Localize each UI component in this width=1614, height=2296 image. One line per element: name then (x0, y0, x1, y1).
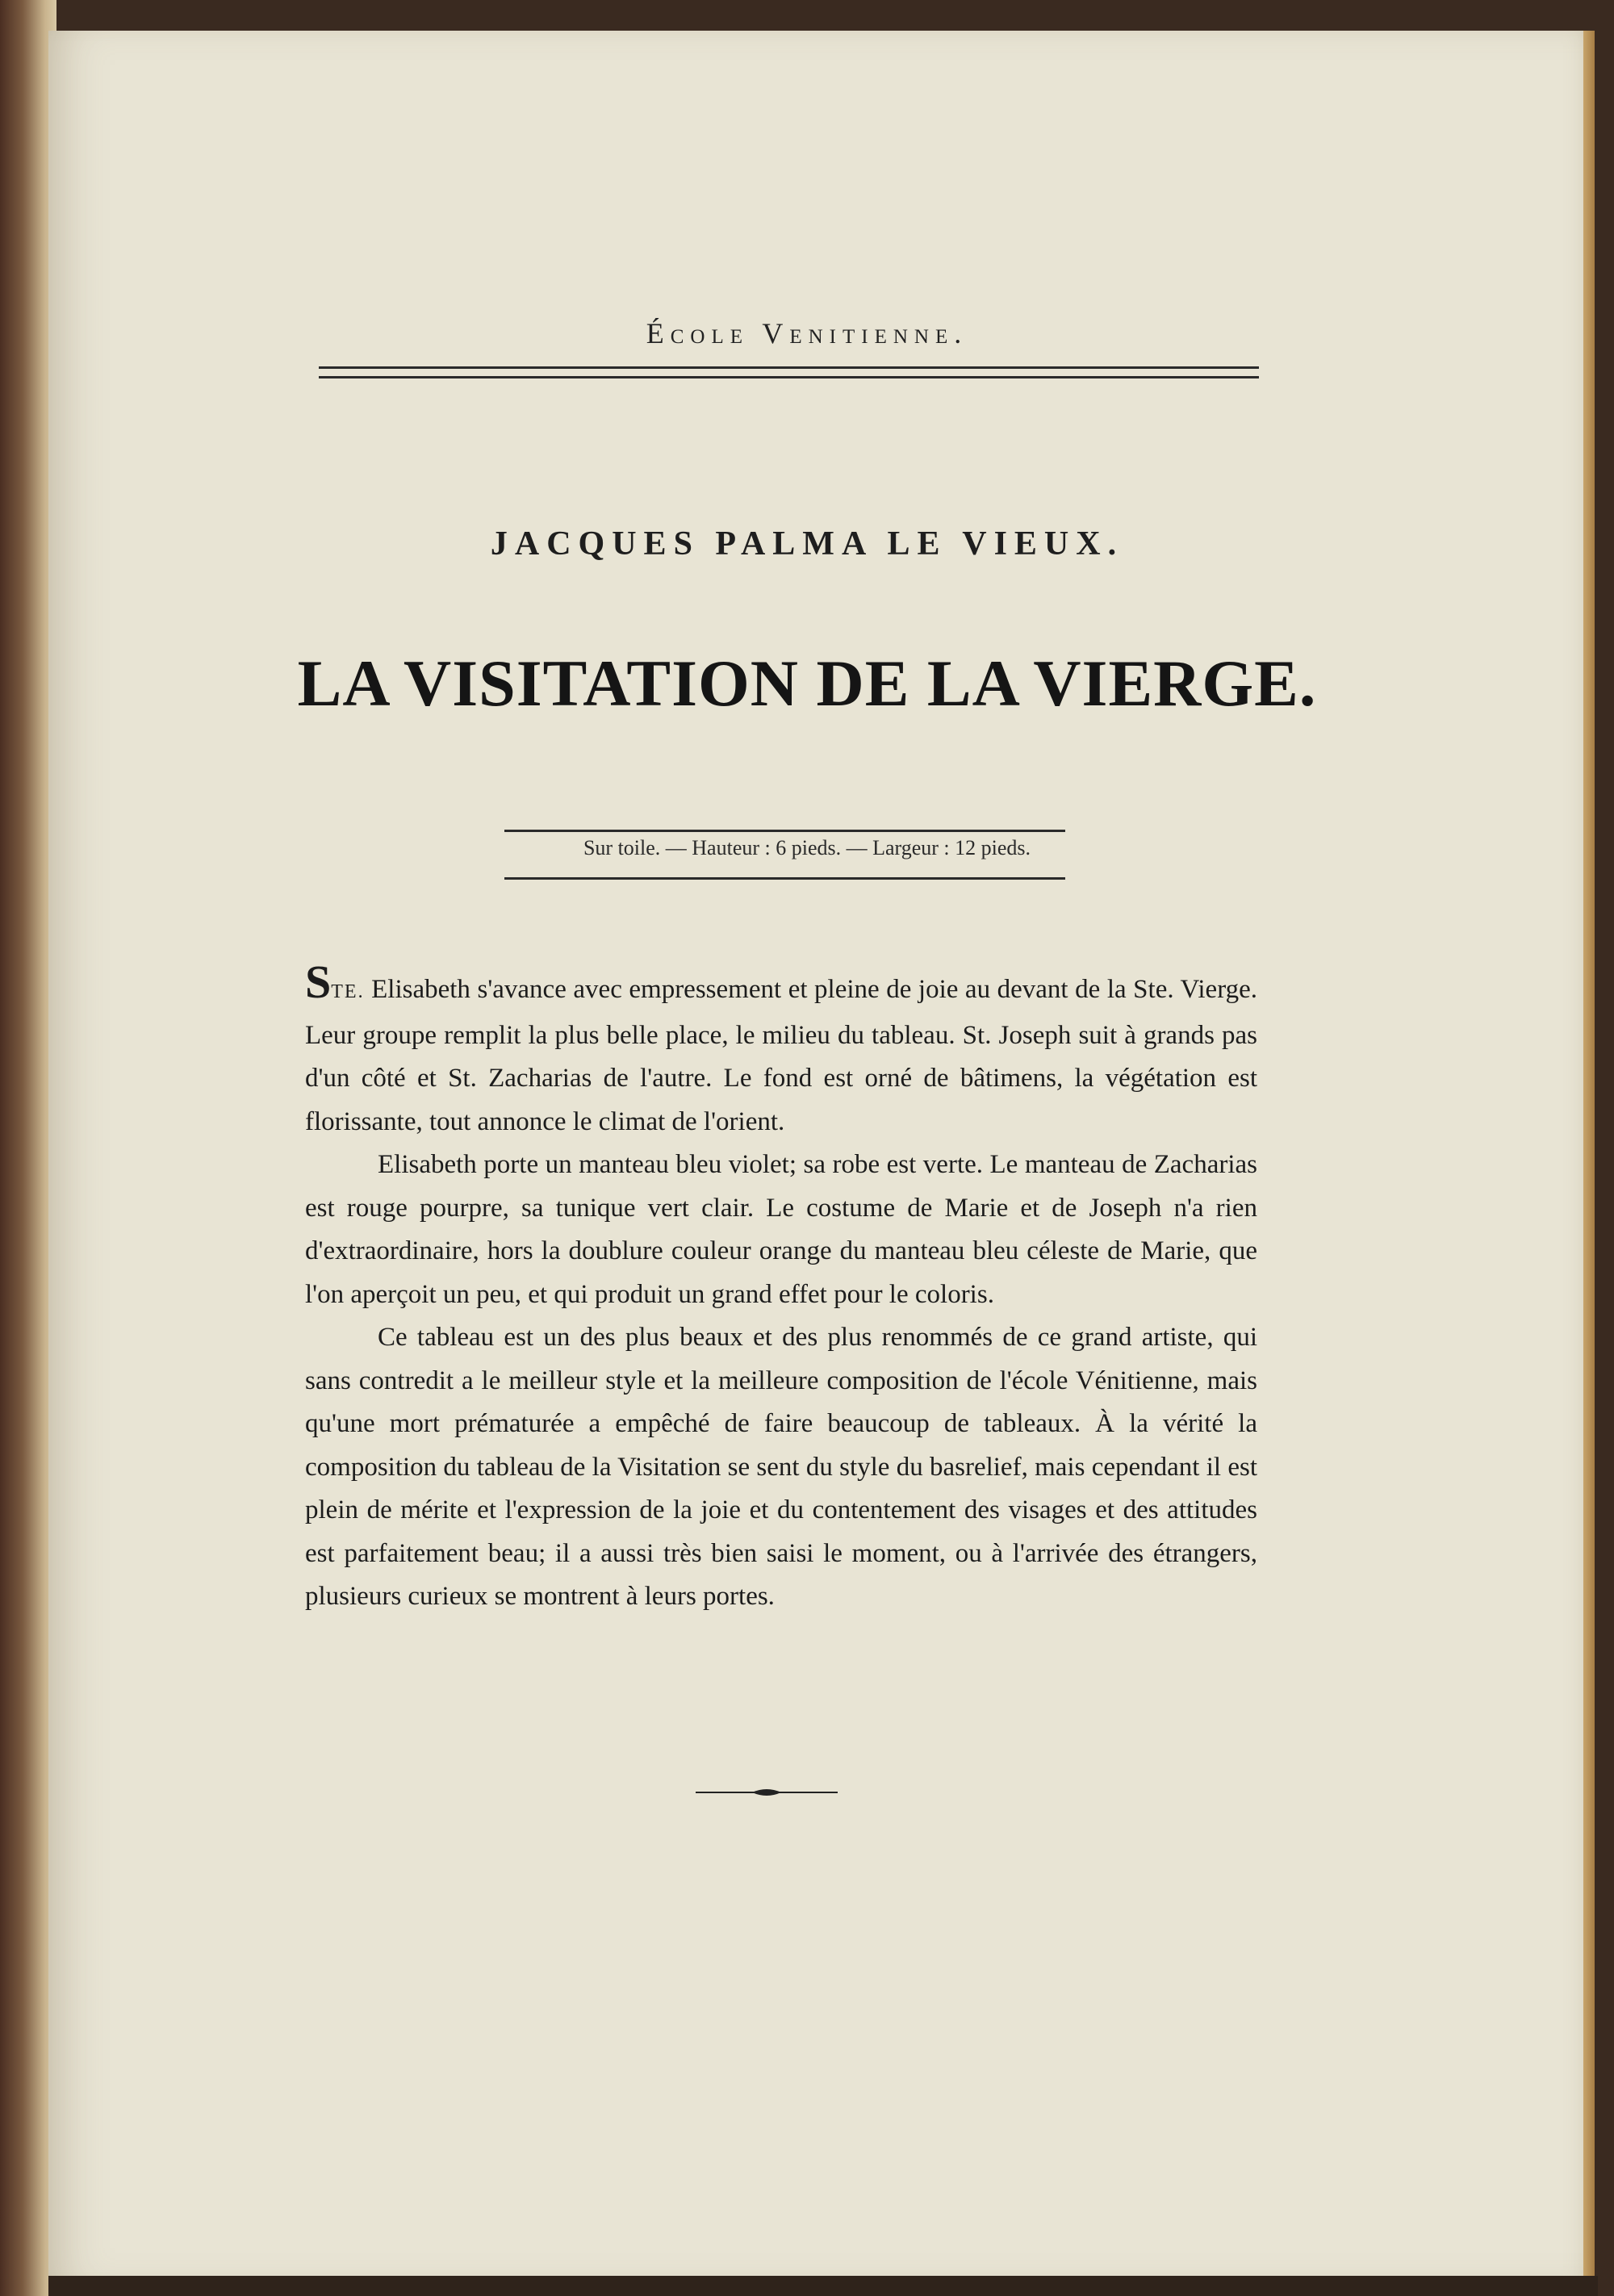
page-edge (1583, 31, 1595, 2282)
artist-name: JACQUES PALMA LE VIEUX. (490, 525, 1124, 562)
paragraph-1 (305, 956, 1257, 1144)
paragraph-3: Ce tableau est un des plus beaux et des plus renommés de ce grand artiste, qui sans contredit a le meilleur style et la meilleure composition de l'école Vénitienne, mais qu'une mort prématurée a empêché de faire beaucoup de tableaux. À la vérité la composition du tableau de la Visitation se sent du style du basrelief, mais cependant il est plein de mérite et l'expression de la joie et du contentement des visages et des attitudes est parfaitement beau; il a aussi très bien saisi le moment, ou à l'arrivée des étrangers, plusieurs curieux se montrent à leurs portes. (305, 1323, 1257, 1611)
paragraph-1-text: Elisabeth s'avance avec empressement et pleine de joie au devant de la Ste. Vierge. Leur groupe remplit la plus belle place, le milieu du tableau. St. Joseph suit à grands pas d'un côté et St. Zacharias de l'autre. Le fond est orné de bâtimens, la végétation est florissante, tout annonce le climat de l'orient. (305, 975, 1257, 1136)
page-title: LA VISITATION DE LA VIERGE. (297, 646, 1317, 720)
paragraph-2: Elisabeth porte un manteau bleu violet; sa robe est verte. Le manteau de Zacharias est rouge pourpre, sa tunique vert clair. Le costume de Marie et de Joseph n'a rien d'extraordinaire, hors la doublure couleur orange du manteau bleu céleste de Marie, que l'on aperçoit un peu, et qui produit un grand effet pour le coloris. (305, 1150, 1257, 1309)
painting-dimensions: Sur toile. — Hauteur : 6 pieds. — Largeur : 12 pieds. (583, 836, 1031, 859)
page-bottom-edge (48, 2276, 1598, 2296)
double-rule (319, 366, 1259, 378)
body-text (305, 956, 1257, 1619)
tailpiece-ornament (696, 1787, 838, 1798)
school-heading: École Venitienne. (646, 317, 968, 349)
dimensions-rule-top (504, 830, 1065, 832)
dimensions-rule-bottom (504, 877, 1065, 880)
drop-cap: S (305, 956, 332, 1008)
drop-cap-suffix: TE. (331, 981, 365, 1002)
